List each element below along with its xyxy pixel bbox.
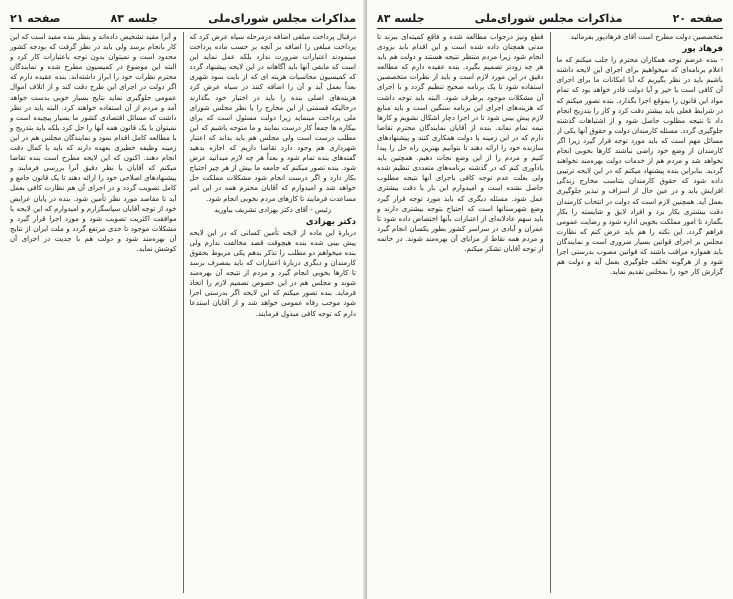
page-number: صفحه ۲۱ [10, 11, 61, 25]
page-title: مذاکرات مجلس شورای‌ملی [474, 11, 623, 25]
page-number: صفحه ۲۰ [672, 11, 723, 25]
page-header-left [10, 8, 356, 29]
chair-remark: رئیس - آقای دکتر بهزادی تشریف بیاورید [214, 205, 332, 214]
speaker-name: دکتر بهزادی [305, 216, 356, 227]
page-header-right [377, 8, 723, 29]
paragraph: و آنرا مفید تشخیص داده‌اند و بنظر بنده مفید است که این کار بانجام برسد ولی باید در نظر گرفت که بودجه کشور محدود است و نمیتوان بدون توجه باعتبارات کار کرد و البته این موضوع در کمیسیون مطرح شده و نمایندگان محترم نظرات خود را ابراز داشته‌اند. بنده عقیده دارم که اگر دولت در اجرای این طرح دقت کند و از اتلاف اموال عمومی جلوگیری نماید نتایج بسیار خوبی بدست خواهد آمد و مردم از آن استفاده خواهند کرد. البته باید در نظر داشت که مسائل اقتصادی کشور ما بسیار پیچیده است و نمیتوان با یک قانون همه آنها را حل کرد بلکه باید بتدریج و با مطالعه کامل اقدام نمود و نمایندگان مجلس هم در این زمینه وظیفه خطیری بعهده دارند که باید با کمال دقت انجام دهند. اکنون که این لایحه مطرح است بنده تقاضا میکنم که آقایان با نظر دقیق آنرا بررسی فرمایند و پیشنهادهای اصلاحی خود را ارائه دهند تا یک قانون جامع و کامل تصویب گردد و در اجرای آن هم نظارت کافی بعمل آید تا مقاصد مورد نظر تأمین شود. بنده در پایان عرایض خود از توجه آقایان سپاسگزارم و امیدوارم که این لایحه با موافقت اکثریت تصویب شود و مورد اجرا قرار گیرد و مشکلات موجود تا حدی مرتفع گردد و ملت ایران از نتایج آن بهره‌مند شود و دولت هم با جدیت در اجرای آن کوشش نماید. [10, 33, 177, 253]
text-column-right [190, 32, 357, 593]
text-column-right [557, 32, 724, 593]
paragraph: قطع ونیز درجواب مطالعه شده و فاقع کمیته‌ای ببرند تا مدتی همچنان داده شده است و این اقدام باید بزودی انجام شود زیرا مردم منتظر نتیجه هستند و دولت هم باید هر چه زودتر تصمیم بگیرد. بنده عقیده دارم که مطالعه دقیق در این مورد لازم است و باید از نظرات متخصصین استفاده شود تا یک برنامه صحیح تنظیم گردد و با اجرای آن مشکلات موجود برطرف شود. البته باید توجه داشت که هزینه‌های اجرای این برنامه سنگین است و باید منابع لازم پیش بینی شود تا در اجرا دچار اشکال نشویم و کارها نیمه تمام نماند. بنده از آقایان نمایندگان محترم تقاضا دارم که در این زمینه با دولت همکاری کنند و پیشنهادهای سازنده خود را ارائه دهند تا بتوانیم بهترین راه حل را پیدا کنیم و مردم را از این وضع نجات دهیم. همچنین باید یادآوری کنم که در گذشته برنامه‌های متعددی تنظیم شده ولی بعلت عدم توجه کافی باجرای آنها نتیجه مطلوب حاصل نشده است و امیدوارم این بار با دقت بیشتری عمل شود. مسئله دیگری که باید مورد توجه قرار گیرد وضع شهرستانها است که احتیاج بتوجه بیشتری دارند و باید سهم عادلانه‌ای از اعتبارات بآنها اختصاص داده شود تا عمران و آبادی در سراسر کشور بطور یکسان انجام گیرد و مردم همه نقاط از مزایای آن بهره‌مند شوند. در خاتمه از توجه آقایان تشکر میکنم. [377, 33, 544, 253]
paragraph: دربارهٔ این ماده از لایحه تأمین کسانی که در این لایحه پیش بینی شده بنده هیچوقت قصد مخالفت ندارم ولی بنده میخواهم دو مطلب را تذکر بدهم یکی مربوط بحقوق کارمندان و دیگری دربارهٔ اعتبارات که باید بمصرف برسد تا کارها بخوبی انجام گیرد و مردم از نتیجه آن بهره‌مند شوند و مجلس هم در این خصوص تصمیم لازم را اتخاذ فرماید. بنده تصور میکنم که این لایحه اگر بدرستی اجرا شود موجب رفاه عمومی خواهد شد و از آقایان استدعا دارم که توجه کافی مبذول فرمایند. [189, 228, 356, 318]
page-21 [0, 0, 366, 599]
session-label: جلسه ۸۳ [377, 11, 425, 25]
paragraph: - بنده عرضم توجه همکاران محترم را جلب میکنم که ما اعلام برنامه‌ای که میخواهیم برای اجرای این لایحه داشته باشیم باید در نظر بگیریم که آیا امکانات ما برای اجرای آن کافی است یا خیر و آیا دولت قادر خواهد بود که تمام مواد این قانون را بموقع اجرا بگذارد. بنده تصور میکنم که در شرایط فعلی باید بیشتر دقت کرد و کار را بتدریج انجام داد تا نتیجه مطلوب حاصل شود و از اشتباهات گذشته جلوگیری گردد. مسئله کارمندان دولت و حقوق آنها یکی از مسائل مهم است که باید مورد توجه قرار گیرد زیرا اگر کارمندان از وضع خود راضی نباشند کارها بخوبی انجام نخواهد شد و مردم هم از خدمات دولت بهره‌مند نخواهند گردید. بنابراین بنده پیشنهاد میکنم که در این لایحه ترتیبی داده شود که حقوق کارمندان بتناسب مخارج زندگی افزایش یابد و در عین حال از اسراف و تبذیر جلوگیری بعمل آید. همچنین لازم است که دولت در انتخاب کارمندان دقت بیشتری بکار برد و افراد لایق و شایسته را بکار بگمارد تا امور مملکت بخوبی اداره شود و رضایت عمومی فراهم گردد. این نکته را هم باید عرض کنم که نظارت مجلس بر اجرای قوانین بسیار ضروری است و نمایندگان باید همواره مراقب باشند که قوانین مصوب بدرستی اجرا شود و از هرگونه تخلف جلوگیری بعمل آید و دولت هم گزارش کار خود را بمجلس تقدیم نماید. [556, 56, 723, 277]
speaker-name: فرهاد پور [682, 44, 723, 55]
column-divider [550, 32, 551, 593]
page-title: مذاکرات مجلس شورای‌ملی [208, 11, 356, 25]
column-divider [183, 32, 184, 593]
paragraph: درقبال پرداخت مبلغی اضافه درمرحله سیاه عرض کرد که پرداخت مبلغی را اضافه بر آنچه بر حسب ماده پرداخت مینمودند اعتبارات ضرورت ندارد بلکه عمل نماید این است که مابقی آنها باید آگاهانه در این لایحه پیشنهاد گردد که کمیسیون محاسبات هزینه ای که از بابت سود شهری بعداً بعمل آید و آن را اضافه کنند در سیاه عرض کرد هزینه‌های اصلی بنده را باید در اختیار خود بگذارند درحالیکه قسمتی از این مخارج را با نظر مجلس شورای ملی پرداخت مینماید زیرا دولت مسئول است که برای بیکاره ها جمعاً کار درست نمایند و ما متوجه باشیم که این مطلب درست است ولی مجلس هم باید بداند که اعتبار شهرداری هم وجود دارد تقاضا داریم که اجازه بدهید گفته‌های بنده تمام شود و بعداً هر چه لازم میدانید عرض شود. بنده تصور میکنم که جامعه ما بیش از هر چیز احتیاج بکار دارد و اگر درست انجام شود مشکلات مملکت حل خواهد شد و امیدوارم که آقایان محترم همه در این امر مساعدت فرمایند تا کارهای مردم بخوبی انجام شود. [189, 33, 356, 203]
page-body-left [10, 32, 356, 593]
page-20 [367, 0, 733, 599]
page-body-right [377, 32, 723, 593]
session-label: جلسه ۸۳ [110, 11, 159, 25]
paragraph: متخصصین دولت مطرح است آقای فرهادپور بفرمائید [570, 33, 723, 41]
text-column-left [10, 32, 177, 593]
text-column-left [377, 32, 544, 593]
